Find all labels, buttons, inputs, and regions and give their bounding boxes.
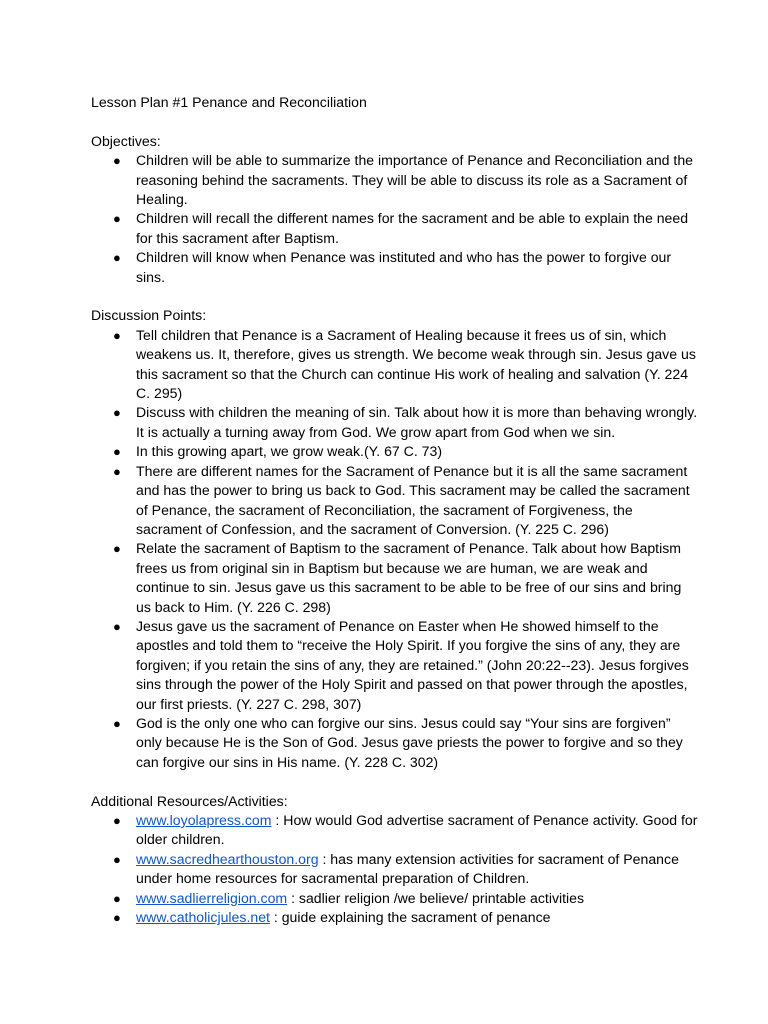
list-item: [113, 539, 699, 617]
bullet-icon: ●: [113, 444, 121, 460]
list-item-text: Jesus gave us the sacrament of Penance on Easter when He showed himself to the apostles and told them to “receive the Holy Spirit. If you forgive the sins of any, they are forgiven; if you retain the sins of any, they are retained.” (John 20:22--23). Jesus forgives sins through the power of the Holy Spirit and passed on that power through the apostles, our first priests. (Y. 227 C. 298, 307): [136, 617, 689, 712]
list-item: [113, 403, 699, 442]
discussion-heading: Discussion Points:: [91, 307, 207, 324]
resource-link-sadlierreligion[interactable]: www.sadlierreligion.com: [136, 889, 288, 906]
resource-description: : How would God advertise sacrament of Penance activity. Good for older children.: [136, 811, 698, 848]
list-item-text: Tell children that Penance is a Sacrament of Healing because it frees us of sin, which weakens us. It, therefore, gives us strength. We become weak through sin. Jesus gave us this sacrament so that the Church can continue His work of healing and salvation (Y. 224 C. 295): [136, 326, 696, 402]
lesson-title: Lesson Plan #1 Penance and Reconciliation: [91, 94, 367, 110]
list-item-text: Children will be able to summarize the importance of Penance and Reconciliation and the reasoning behind the sacraments. They will be able to discuss its role as a Sacrament of Healing.: [136, 152, 694, 208]
objectives-heading: Objectives:: [91, 132, 161, 149]
spacer: [91, 112, 711, 131]
resources-list: [91, 811, 711, 927]
bullet-icon: ●: [113, 910, 121, 926]
list-item-text: Discuss with children the meaning of sin. Talk about how it is more than behaving wrongly. It is actually a turning away from God. We grow apart from God when we sin.: [136, 404, 698, 440]
spacer: [91, 772, 711, 791]
spacer: [91, 287, 711, 306]
discussion-list: [91, 326, 711, 772]
resource-link-catholicjules[interactable]: www.catholicjules.net: [136, 909, 270, 926]
bullet-icon: ●: [113, 463, 121, 479]
bullet-icon: ●: [113, 250, 121, 266]
list-item: [113, 908, 699, 927]
bullet-icon: ●: [113, 405, 121, 421]
list-item: [113, 850, 699, 889]
resources-heading: Additional Resources/Activities:: [91, 792, 288, 809]
list-item-text: In this growing apart, we grow weak.(Y. 67 C. 73): [136, 443, 443, 460]
list-item-text: Relate the sacrament of Baptism to the sacrament of Penance. Talk about how Baptism frees us from original sin in Baptism but because we are human, we are weak and continue to sin. Jesus gave us this sacrament to be able to be free of our sins and bring us back to Him. (Y. 226 C. 298): [136, 540, 682, 615]
resource-description: : sadlier religion /we believe/ printable activities: [287, 889, 585, 906]
list-item: [113, 889, 699, 908]
bullet-icon: ●: [113, 153, 121, 169]
bullet-icon: ●: [113, 327, 121, 343]
document-body: [91, 93, 711, 927]
bullet-icon: ●: [113, 715, 121, 731]
objectives-list: [91, 151, 711, 287]
bullet-icon: ●: [113, 812, 121, 828]
list-item: [113, 209, 699, 248]
resource-description: : has many extension activities for sacrament of Penance under home resources for sacramental preparation of Children.: [136, 850, 679, 887]
list-item: [113, 326, 699, 404]
list-item: [113, 462, 699, 540]
list-item: [113, 617, 699, 714]
bullet-icon: ●: [113, 211, 121, 227]
list-item: [113, 811, 699, 850]
list-item: [113, 151, 699, 209]
resource-link-sacredhearthouston[interactable]: www.sacredhearthouston.org: [136, 850, 319, 867]
bullet-icon: ●: [113, 890, 121, 906]
list-item-text: There are different names for the Sacrament of Penance but it is all the same sacrament and has the power to bring us back to God. This sacrament may be called the sacrament of Penance, the sacrament of Reconciliation, the sacrament of Forgiveness, the sacrament of Confession, and the sacrament of Conversion. (Y. 225 C. 296): [136, 462, 690, 537]
list-item: [113, 714, 699, 772]
list-item-text: Children will recall the different names for the sacrament and be able to explain the need for this sacrament after Baptism.: [136, 210, 689, 246]
list-item: [113, 442, 699, 461]
bullet-icon: ●: [113, 851, 121, 867]
resource-link-loyolapress[interactable]: www.loyolapress.com: [136, 811, 272, 828]
list-item-text: God is the only one who can forgive our sins. Jesus could say “Your sins are forgiven” only because He is the Son of God. Jesus gave priests the power to forgive and so they can forgive our sins in His name. (Y. 228 C. 302): [136, 714, 683, 770]
bullet-icon: ●: [113, 541, 121, 557]
list-item: [113, 248, 699, 287]
bullet-icon: ●: [113, 618, 121, 634]
resource-description: : guide explaining the sacrament of penance: [269, 909, 551, 926]
list-item-text: Children will know when Penance was instituted and who has the power to forgive our sins.: [136, 249, 672, 285]
